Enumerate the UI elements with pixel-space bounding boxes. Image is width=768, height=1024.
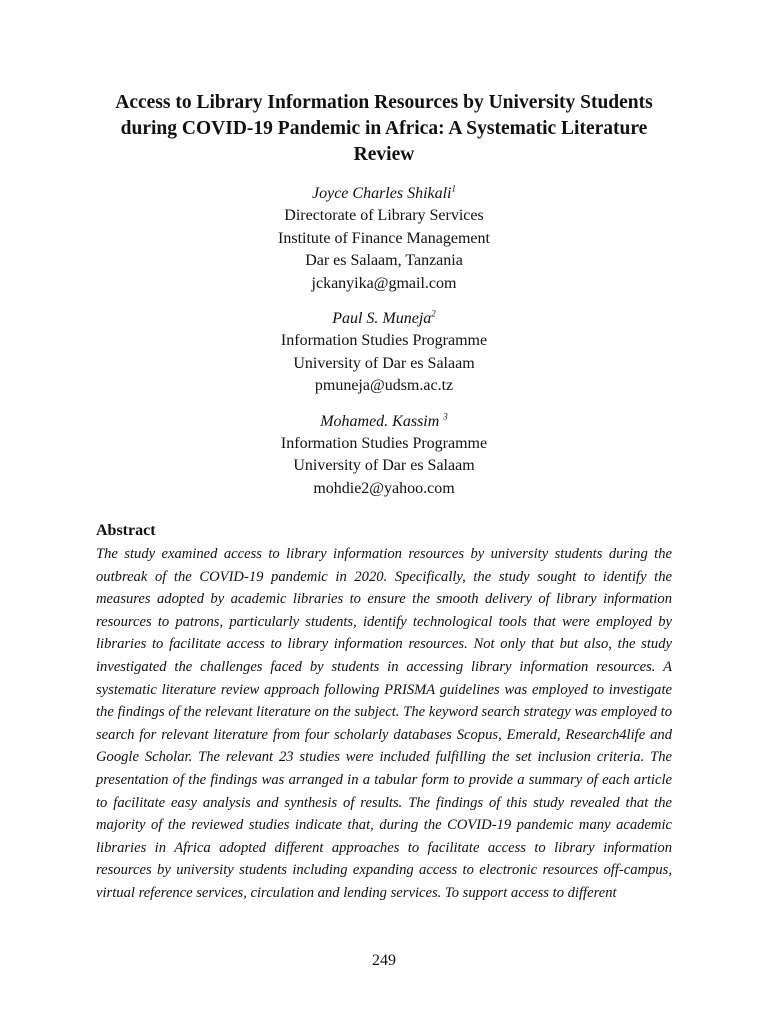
author-affiliation: Directorate of Library Services	[284, 207, 484, 225]
author-name	[0, 411, 768, 433]
author-list	[0, 183, 768, 513]
author-name-text: Joyce Charles Shikali	[311, 185, 452, 202]
author-email: mohdie2@yahoo.com	[313, 479, 455, 497]
paper-title: Access to Library Information Resources by University Students during COVID-19 Pandemic in Africa: A Systematic Literature Review	[115, 92, 653, 165]
author-name-text: Mohamed. Kassim	[320, 412, 440, 430]
abstract-body: The study examined access to library information resources by university students during the outbreak of the COVID-19 pandemic in 2020. Specifically, the study sought to identify the measures adopted by academic libraries to ensure the smooth delivery of library information resources to patrons, particularly students, identify technological tools that were employed by libraries to facilitate access to library information resources. Not only that but also, the study investigated the challenges faced by students in accessing library information resources. A systematic literature review approach following PRISMA guidelines was employed to investigate the findings of the relevant literature on the subject. The keyword search strategy was employed to search for relevant literature from four scholarly databases Scopus, Emerald, Research4life and Google Scholar. The relevant 23 studies were included fulfilling the set inclusion criteria. The presentation of the findings was arranged in a tabular form to provide a summary of each article to facilitate easy analysis and synthesis of results. The findings of this study revealed that the majority of the reviewed studies indicate that, during the COVID-19 pandemic many academic libraries in Africa adopted different approaches to facilitate access to library information resources by university students including expanding access to electronic resources off-campus, virtual reference services, circulation and lending services. To support access to different	[96, 546, 672, 901]
author-affiliation: Information Studies Programme	[280, 332, 488, 350]
author-institution: University of Dar es Salaam	[293, 354, 475, 372]
author-marker: 2	[431, 308, 436, 319]
author-institution: Institute of Finance Management	[278, 229, 490, 247]
author-name	[0, 308, 768, 330]
author-marker: 3	[443, 411, 448, 422]
abstract-heading: Abstract	[96, 522, 156, 539]
page-number: 249	[372, 952, 396, 969]
author-block	[0, 308, 768, 398]
author-affiliation: Information Studies Programme	[280, 435, 488, 453]
author-block	[0, 411, 768, 501]
author-block	[0, 183, 768, 295]
author-marker: 1	[451, 183, 456, 194]
author-name-text: Paul S. Muneja	[332, 310, 432, 328]
author-institution: University of Dar es Salaam	[293, 457, 475, 475]
author-location: Dar es Salaam, Tanzania	[305, 252, 463, 270]
author-name	[0, 183, 768, 205]
author-email: pmuneja@udsm.ac.tz	[314, 377, 454, 395]
author-email: jckanyika@gmail.com	[311, 274, 457, 292]
